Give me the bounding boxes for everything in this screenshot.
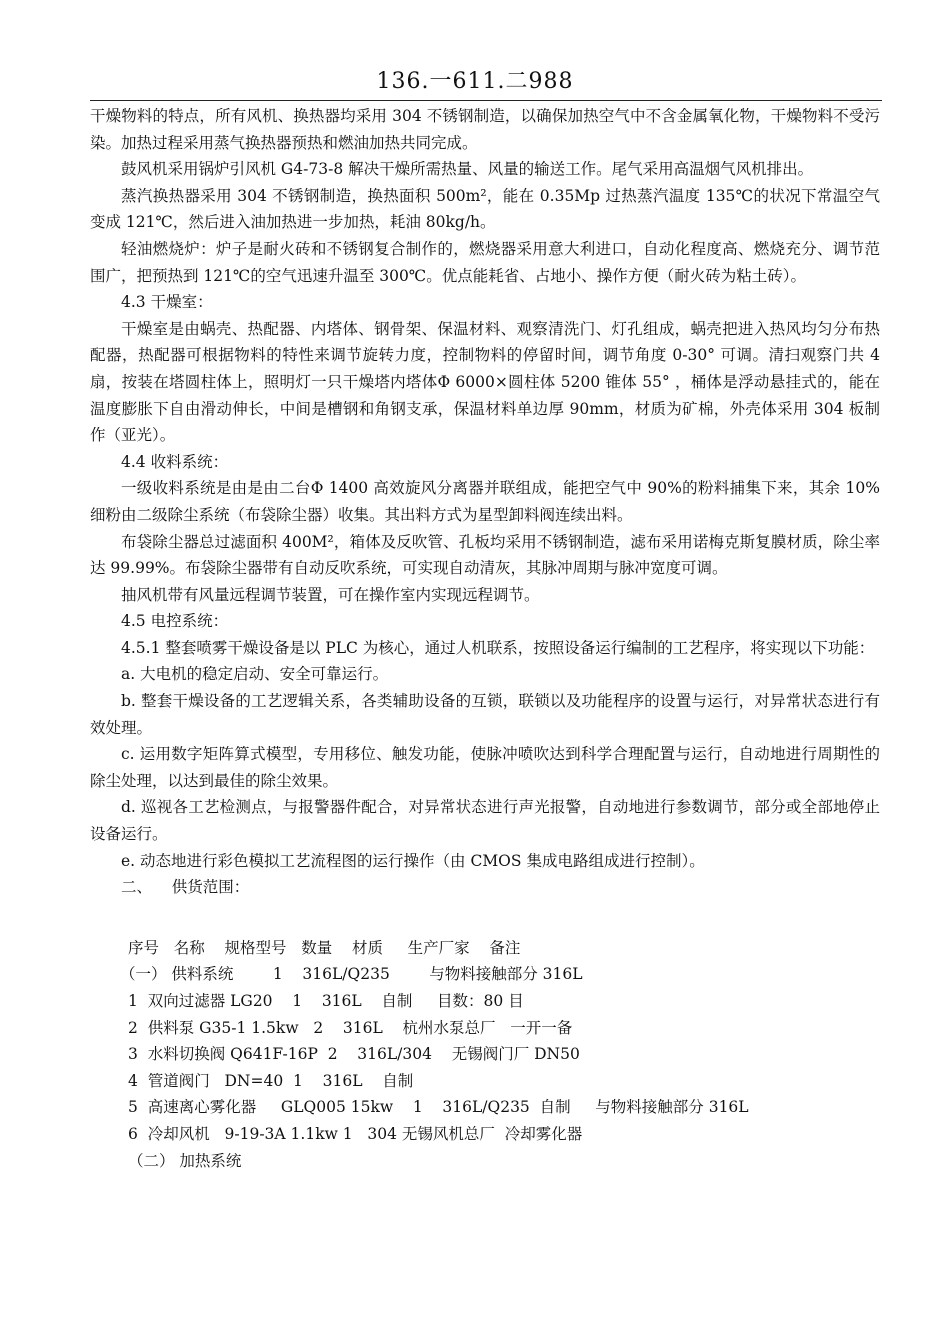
paragraph: 轻油燃烧炉：炉子是耐火砖和不锈钢复合制作的，燃烧器采用意大利进口，自动化程度高、燃烧充分、调节范围广，把预热到 121℃的空气迅速升温至 300℃。优点能耗省、占地小、操作方便（耐火砖为粘土砖）。 (90, 239, 880, 285)
paragraph: 干燥物料的特点，所有风机、换热器均采用 304 不锈钢制造，以确保加热空气中不含金属氧化物，干燥物料不受污染。加热过程采用蒸气换热器预热和燃油加热共同完成。 (90, 107, 880, 152)
paragraph: 一级收料系统是由是由二台Φ 1400 高效旋风分离器并联组成，能把空气中 90%的粉料捕集下来，其余 10%细粉由二级除尘系统（布袋除尘器）收集。其出料方式为星型卸料阀连续出料。 (90, 479, 880, 524)
table-row: 6 冷却风机 9-19-3A 1.1kw 1 304 无锡风机总厂 冷却雾化器 (128, 1124, 583, 1143)
section-heading-2: 二、 供货范围： (121, 878, 250, 897)
list-item-b: b. 整套干燥设备的工艺逻辑关系，各类辅助设备的互锁，联锁以及功能程序的设置与运行，对异常状态进行有效处理。 (90, 692, 880, 737)
table-row: 1 双向过滤器 LG20 1 316L 自制 目数：80 目 (128, 992, 524, 1010)
table-header: 序号 名称 规格型号 数量 材质 生产厂家 备注 (128, 938, 521, 957)
header-rule (90, 100, 882, 101)
section-heading-4-5: 4.5 电控系统： (121, 612, 229, 631)
table-row: 3 水料切换阀 Q641F-16P 2 316L/304 无锡阀门厂 DN50 (128, 1045, 580, 1064)
table-row: 2 供料泵 G35-1 1.5kw 2 316L 杭州水泵总厂 一开一备 (128, 1018, 573, 1037)
list-item-d: d. 巡视各工艺检测点，与报警器件配合，对异常状态进行声光报警，自动地进行参数调节，部分或全部地停止设备运行。 (90, 798, 880, 844)
paragraph: 干燥室是由蜗壳、热配器、内塔体、钢骨架、保温材料、观察清洗门、灯孔组成，蜗壳把进入热风均匀分布热配器，热配器可根据物料的特性来调节旋转力度，控制物料的停留时间，调节角度 0-30° 可调。清扫观察门共 4 扇，按装在塔圆柱体上，照明灯一只干燥塔内塔体Φ 6000×圆柱体 5200 锥体 55° ，桶体是浮动悬挂式的，能在温度膨胀下自由滑动伸长，中间是槽钢和角钢支承，保温材料单边厚 90mm，材质为矿棉，外壳体采用 304 板制作（亚光）。 (90, 319, 880, 445)
paragraph: 4.5.1 整套喷雾干燥设备是以 PLC 为核心，通过人机联系，按照设备运行编制的工艺程序，将实现以下功能： (121, 638, 875, 657)
paragraph: 布袋除尘器总过滤面积 400M²，箱体及反吹管、孔板均采用不锈钢制造，滤布采用诺梅克斯复膜材质，除尘率达 99.99%。布袋除尘器带有自动反吹系统，可实现自动清灰，其脉冲周期与脉冲宽度可调。 (90, 532, 880, 578)
paragraph: 蒸汽换热器采用 304 不锈钢制造，换热面积 500m²，能在 0.35Mp 过热蒸汽温度 135℃的状况下常温空气变成 121℃，然后进入油加热进一步加热，耗油 80kg/h。 (90, 186, 880, 232)
table-group-heading: （二） 加热系统 (128, 1151, 242, 1170)
page-header-number: 136.一611.二988 (376, 69, 574, 94)
table-row: 4 管道阀门 DN=40 1 316L 自制 (128, 1071, 414, 1090)
paragraph: 鼓风机采用锅炉引风机 G4-73-8 解决干燥所需热量、风量的输送工作。尾气采用高温烟气风机排出。 (121, 160, 814, 179)
list-item-e: e. 动态地进行彩色模拟工艺流程图的运行操作（由 CMOS 集成电路组成进行控制）。 (121, 851, 705, 870)
supply-table (90, 935, 880, 1174)
list-item-c: c. 运用数字矩阵算式模型，专用移位、触发功能，使脉冲喷吹达到科学合理配置与运行，自动地进行周期性的除尘处理，以达到最佳的除尘效果。 (90, 745, 880, 790)
table-group-heading: （一） 供料系统 1 316L/Q235 与物料接触部分 316L (120, 965, 583, 984)
section-heading-4-4: 4.4 收料系统： (121, 452, 229, 471)
section-heading-4-3: 4.3 干燥室： (121, 293, 213, 312)
paragraph: 抽风机带有风量远程调节装置，可在操作室内实现远程调节。 (121, 585, 540, 604)
table-row: 5 高速离心雾化器 GLQ005 15kw 1 316L/Q235 自制 与物料接触部分 316L (128, 1098, 749, 1117)
spacer (90, 901, 880, 935)
document-body (90, 103, 880, 1174)
list-item-a: a. 大电机的稳定启动、安全可靠运行。 (121, 665, 389, 684)
